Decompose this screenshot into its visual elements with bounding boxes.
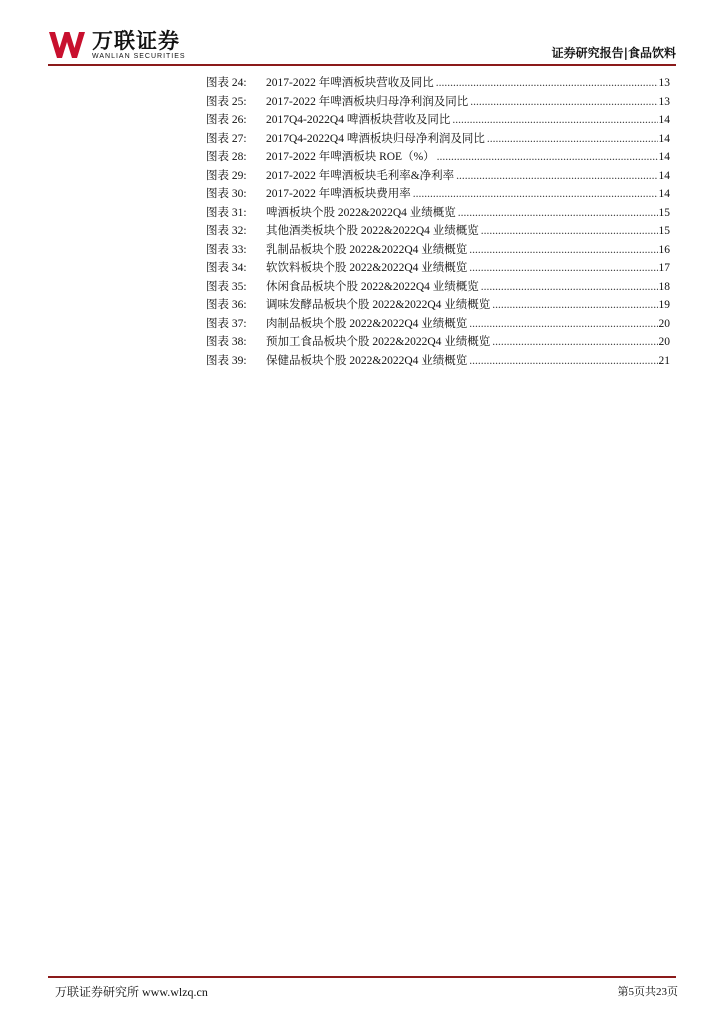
toc-page-number: 13 <box>658 95 670 108</box>
toc-entry[interactable] <box>206 222 670 241</box>
toc-page-number: 14 <box>658 132 670 145</box>
report-category: 证券研究报告|食品饮料 <box>551 46 676 60</box>
toc-leader-dots <box>481 222 658 241</box>
logo-chinese-name: 万联证券 <box>92 29 180 53</box>
logo-english-name: WANLIAN SECURITIES <box>92 53 186 60</box>
toc-page-number: 21 <box>658 354 670 367</box>
toc-entry[interactable] <box>206 259 670 278</box>
toc-figure-title: 软饮料板块个股 2022&2022Q4 业绩概览 <box>266 259 469 278</box>
page-header <box>48 30 676 66</box>
toc-leader-dots <box>469 315 657 334</box>
toc-page-number: 18 <box>658 280 670 293</box>
toc-leader-dots <box>470 93 657 112</box>
toc-figure-title: 啤酒板块个股 2022&2022Q4 业绩概览 <box>266 204 458 223</box>
toc-leader-dots <box>469 352 657 371</box>
toc-page-number: 19 <box>658 299 670 311</box>
toc-figure-title: 2017-2022 年啤酒板块归母净利润及同比 <box>266 93 470 112</box>
toc-entry[interactable] <box>206 204 670 223</box>
toc-leader-dots <box>469 241 657 260</box>
toc-entry[interactable] <box>206 333 670 352</box>
toc-page-number: 15 <box>658 225 670 237</box>
toc-leader-dots <box>469 259 657 278</box>
toc-figure-title: 休闲食品板块个股 2022&2022Q4 业绩概览 <box>266 278 481 297</box>
toc-entry[interactable] <box>206 278 670 297</box>
toc-page-number: 15 <box>658 206 670 219</box>
toc-entry[interactable] <box>206 148 670 167</box>
toc-leader-dots <box>487 130 658 149</box>
toc-figure-label: 图表 32: <box>206 225 247 237</box>
toc-entry[interactable] <box>206 130 670 149</box>
toc-figure-label: 图表 31: <box>206 206 247 219</box>
toc-figure-title: 肉制品板块个股 2022&2022Q4 业绩概览 <box>266 315 469 334</box>
toc-figure-label: 图表 33: <box>206 243 247 256</box>
toc-figure-label: 图表 39: <box>206 354 247 367</box>
toc-entry[interactable] <box>206 93 670 112</box>
toc-figure-label: 图表 38: <box>206 336 247 348</box>
toc-figure-label: 图表 35: <box>206 280 247 293</box>
toc-figure-title: 2017Q4-2022Q4 啤酒板块归母净利润及同比 <box>266 130 487 149</box>
toc-entry[interactable] <box>206 352 670 371</box>
toc-page-number: 14 <box>658 114 670 126</box>
toc-figure-label: 图表 36: <box>206 299 247 311</box>
toc-entry[interactable] <box>206 185 670 204</box>
toc-figure-title: 2017-2022 年啤酒板块毛利率&净利率 <box>266 167 456 186</box>
toc-page-number: 20 <box>658 317 670 330</box>
toc-entry[interactable] <box>206 167 670 186</box>
toc-leader-dots <box>456 167 657 186</box>
toc-figure-title: 2017-2022 年啤酒板块营收及同比 <box>266 74 436 93</box>
toc-figure-title: 保健品板块个股 2022&2022Q4 业绩概览 <box>266 352 469 371</box>
toc-figure-label: 图表 25: <box>206 95 247 108</box>
toc-figure-label: 图表 24: <box>206 77 247 89</box>
toc-figure-title: 乳制品板块个股 2022&2022Q4 业绩概览 <box>266 241 469 260</box>
toc-figure-label: 图表 30: <box>206 188 247 200</box>
toc-figure-title: 2017Q4-2022Q4 啤酒板块营收及同比 <box>266 111 452 130</box>
toc-figure-title: 预加工食品板块个股 2022&2022Q4 业绩概览 <box>266 333 492 352</box>
toc-figure-label: 图表 29: <box>206 169 247 182</box>
toc-entry[interactable] <box>206 111 670 130</box>
toc-figure-title: 其他酒类板块个股 2022&2022Q4 业绩概览 <box>266 222 481 241</box>
toc-page-number: 13 <box>658 77 670 89</box>
toc-figure-label: 图表 27: <box>206 132 247 145</box>
toc-leader-dots <box>437 148 658 167</box>
toc-page-number: 17 <box>658 262 670 274</box>
toc-page-number: 20 <box>658 336 670 348</box>
toc-page-number: 14 <box>658 151 670 163</box>
toc-figure-label: 图表 26: <box>206 114 247 126</box>
toc-leader-dots <box>452 111 657 130</box>
toc-entry[interactable] <box>206 241 670 260</box>
toc-leader-dots <box>436 74 658 93</box>
figure-list <box>206 74 670 370</box>
toc-leader-dots <box>481 278 658 297</box>
toc-leader-dots <box>492 333 657 352</box>
toc-leader-dots <box>458 204 658 223</box>
toc-entry[interactable] <box>206 74 670 93</box>
toc-figure-title: 2017-2022 年啤酒板块费用率 <box>266 185 413 204</box>
company-logo <box>48 30 186 64</box>
toc-page-number: 14 <box>658 169 670 182</box>
page-number: 第5页共23页 <box>617 986 678 998</box>
toc-figure-label: 图表 37: <box>206 317 247 330</box>
footer-source: 万联证券研究所 www.wlzq.cn <box>55 985 208 999</box>
toc-figure-title: 2017-2022 年啤酒板块 ROE（%） <box>266 148 437 167</box>
toc-figure-label: 图表 28: <box>206 151 247 163</box>
header-divider <box>48 64 676 66</box>
footer-divider <box>48 976 676 978</box>
toc-entry[interactable] <box>206 296 670 315</box>
toc-figure-label: 图表 34: <box>206 262 247 274</box>
toc-entry[interactable] <box>206 315 670 334</box>
toc-leader-dots <box>492 296 657 315</box>
toc-leader-dots <box>413 185 658 204</box>
toc-page-number: 16 <box>658 243 670 256</box>
toc-page-number: 14 <box>658 188 670 200</box>
wanlian-logo-icon <box>48 30 88 60</box>
toc-figure-title: 调味发酵品板块个股 2022&2022Q4 业绩概览 <box>266 296 492 315</box>
